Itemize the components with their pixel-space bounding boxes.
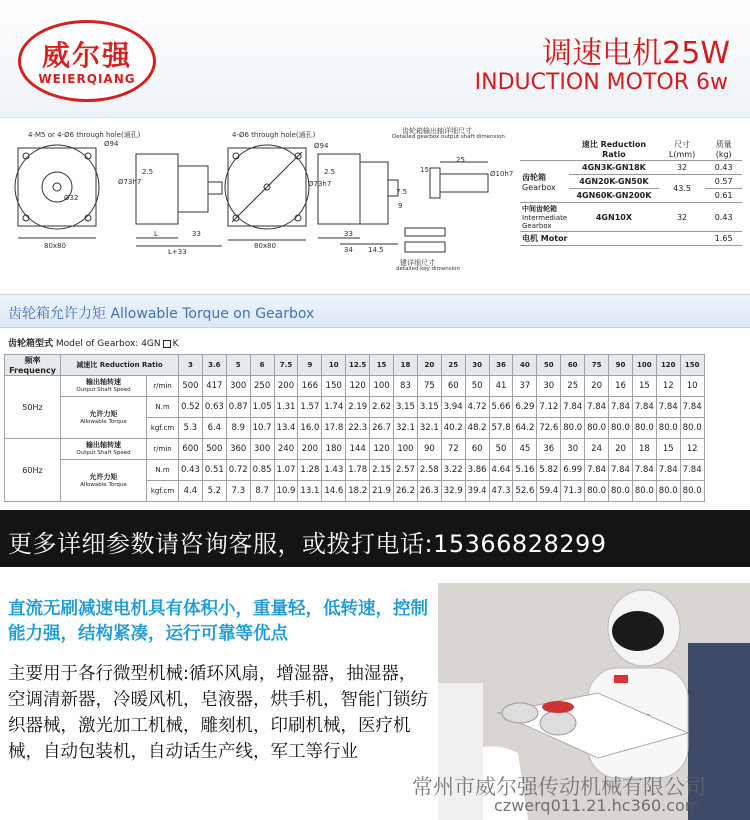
- value-cell: 7.12: [537, 397, 561, 418]
- value-cell: 26.3: [417, 481, 441, 502]
- value-cell: 26.7: [370, 418, 394, 439]
- spec-inter-en2: Gearbox: [522, 222, 552, 230]
- ratio-header-cell: 75: [585, 355, 609, 376]
- company-watermark: 常州市威尔强传动机械有限公司: [412, 775, 706, 799]
- value-cell: 80.0: [632, 481, 656, 502]
- value-cell: 21.9: [370, 481, 394, 502]
- hole-label-2: 4-Ø6 through hole(通孔): [232, 131, 316, 139]
- torque-row: [5, 439, 705, 460]
- value-cell: 13.1: [298, 481, 322, 502]
- value-cell: 7.84: [561, 397, 585, 418]
- diameter-10-label: Ø10h7: [490, 170, 514, 178]
- technical-drawing: [0, 118, 515, 288]
- dim-2-5-label-2: 2.5: [324, 168, 336, 176]
- ratio-header-cell: 150: [680, 355, 704, 376]
- value-cell: 6.4: [202, 418, 226, 439]
- ratio-header-cell: 36: [489, 355, 513, 376]
- product-title-cn: 调速电机25W: [542, 36, 730, 71]
- diameter-32-label: Ø32: [64, 194, 79, 202]
- value-cell: 10.7: [250, 418, 274, 439]
- spec-gearbox-en: Gearbox: [522, 182, 556, 192]
- value-cell: 4.4: [179, 481, 203, 502]
- value-cell: 60: [465, 439, 489, 460]
- value-cell: 80.0: [680, 481, 704, 502]
- header: [0, 0, 750, 118]
- spec-inter-en1: Intermediate: [522, 214, 568, 222]
- ratio-header-cell: 3: [179, 355, 203, 376]
- ratio-header-cell: 3.6: [202, 355, 226, 376]
- value-cell: 36: [537, 439, 561, 460]
- item-cell: [61, 439, 147, 460]
- unit-cell: N.m: [147, 397, 179, 418]
- value-cell: 7.84: [656, 397, 680, 418]
- spec-inter-kg: 0.43: [705, 203, 742, 232]
- torque-section-title: 齿轮箱允许力矩 Allowable Torque on Gearbox: [8, 306, 315, 322]
- value-cell: 80.0: [585, 481, 609, 502]
- website-watermark: czwerq011.21.hc360.com: [494, 796, 701, 815]
- value-cell: 7.84: [656, 460, 680, 481]
- spec-gearbox-cn: 齿轮箱: [522, 172, 546, 182]
- hole-label-1: 4-M5 or 4-Ø6 through hole(通孔): [28, 131, 141, 139]
- value-cell: 12: [656, 376, 680, 397]
- value-cell: 200: [298, 439, 322, 460]
- value-cell: 15: [656, 439, 680, 460]
- value-cell: 80.0: [632, 418, 656, 439]
- advantages-text: 直流无刷减速电机具有体积小，重量轻，低转速，控制能力强，结构紧凑，运行可靠等优点: [8, 599, 428, 644]
- torque-table: [4, 354, 705, 502]
- value-cell: 10: [680, 376, 704, 397]
- value-cell: 72.6: [537, 418, 561, 439]
- value-cell: 45: [513, 439, 537, 460]
- value-cell: 2.15: [370, 460, 394, 481]
- value-cell: 50: [489, 439, 513, 460]
- diameter-73-label-1: Ø73h7: [118, 178, 142, 186]
- ratio-header-cell: 40: [513, 355, 537, 376]
- value-cell: 7.84: [585, 460, 609, 481]
- frequency-cell: 60Hz: [5, 439, 61, 502]
- dim-L-label: L: [154, 230, 158, 238]
- value-cell: 7.84: [632, 460, 656, 481]
- spec-kg: 0.43: [705, 161, 742, 175]
- item-en: Allowable Torque: [80, 481, 127, 488]
- value-cell: 40.2: [441, 418, 465, 439]
- value-cell: 10.9: [274, 481, 298, 502]
- value-cell: 300: [250, 439, 274, 460]
- header-frequency: 频率 Frequency: [5, 355, 61, 376]
- value-cell: 5.82: [537, 460, 561, 481]
- value-cell: 6.29: [513, 397, 537, 418]
- value-cell: 80.0: [656, 481, 680, 502]
- spec-L: 32: [659, 161, 706, 175]
- ratio-header-cell: 6: [250, 355, 274, 376]
- value-cell: 3.22: [441, 460, 465, 481]
- diameter-73-label-2: Ø73h7: [308, 180, 332, 188]
- value-cell: 1.05: [250, 397, 274, 418]
- value-cell: 0.43: [179, 460, 203, 481]
- spec-model: 4GN3K-GN18K: [569, 161, 659, 175]
- value-cell: 60: [441, 376, 465, 397]
- dim-2-5-label-1: 2.5: [142, 168, 154, 176]
- diameter-94-label-2: Ø94: [314, 142, 329, 150]
- value-cell: 83: [394, 376, 418, 397]
- value-cell: 8.9: [226, 418, 250, 439]
- value-cell: 16.0: [298, 418, 322, 439]
- value-cell: 6.99: [561, 460, 585, 481]
- torque-header-row: [5, 355, 705, 376]
- unit-cell: kgf.cm: [147, 418, 179, 439]
- logo-chinese-text: 威尔强: [41, 39, 132, 72]
- value-cell: 0.85: [250, 460, 274, 481]
- value-cell: 80.0: [609, 418, 633, 439]
- item-cn: 允许力矩: [89, 472, 118, 481]
- spec-inter-L: 32: [659, 203, 706, 232]
- ratio-header-cell: 120: [656, 355, 680, 376]
- header-reduction-ratio: 减速比 Reduction Ratio: [61, 355, 179, 376]
- value-cell: 37: [513, 376, 537, 397]
- dim-33-label-1: 33: [192, 230, 201, 238]
- item-en: Output Shaft Speed: [76, 387, 131, 393]
- ratio-header-cell: 30: [465, 355, 489, 376]
- contact-banner: [0, 510, 750, 567]
- value-cell: 120: [346, 376, 370, 397]
- unit-cell: r/min: [147, 439, 179, 460]
- item-cn: 输出轴转速: [86, 378, 121, 386]
- ratio-header-cell: 60: [561, 355, 585, 376]
- value-cell: 16: [609, 376, 633, 397]
- value-cell: 2.57: [394, 460, 418, 481]
- gearbox-model-en: Model of Gearbox: 4GN: [55, 339, 161, 349]
- gearbox-model-label: 齿轮箱型式: [8, 339, 54, 349]
- ratio-header-cell: 90: [609, 355, 633, 376]
- value-cell: 3.94: [441, 397, 465, 418]
- value-cell: 24: [585, 439, 609, 460]
- ratio-header-cell: 10: [322, 355, 346, 376]
- logo-english-text: WEIERQIANG: [38, 72, 136, 86]
- value-cell: 8.7: [250, 481, 274, 502]
- ratio-header-cell: 9: [298, 355, 322, 376]
- item-cn: 输出轴转速: [86, 441, 121, 449]
- dim-34-label: 34: [344, 246, 353, 254]
- item-cell: [61, 460, 147, 502]
- value-cell: 180: [322, 439, 346, 460]
- value-cell: 1.07: [274, 460, 298, 481]
- spec-L: 43.5: [659, 175, 706, 203]
- ratio-header-cell: 18: [394, 355, 418, 376]
- dim-14-5-label: 14.5: [368, 246, 384, 254]
- dim-9-label: 9: [398, 202, 403, 210]
- product-title-en: INDUCTION MOTOR 6w: [474, 70, 728, 95]
- value-cell: 417: [202, 376, 226, 397]
- value-cell: 7.84: [680, 397, 704, 418]
- ratio-header-cell: 12.5: [346, 355, 370, 376]
- value-cell: 32.9: [441, 481, 465, 502]
- gearbox-model-suffix: K: [172, 339, 179, 349]
- value-cell: 166: [298, 376, 322, 397]
- torque-row: [5, 397, 705, 418]
- contact-banner-text: 更多详细参数请咨询客服，或拨打电话:15366828299: [8, 530, 607, 558]
- value-cell: 25: [561, 376, 585, 397]
- value-cell: 32.1: [394, 418, 418, 439]
- spec-model: 4GN20K-GN50K: [569, 175, 659, 189]
- value-cell: 90: [417, 439, 441, 460]
- gearbox-model-line: [8, 336, 179, 349]
- value-cell: 52.6: [513, 481, 537, 502]
- item-en: Allowable Torque: [80, 418, 127, 425]
- value-cell: 13.4: [274, 418, 298, 439]
- torque-row: [5, 376, 705, 397]
- size-80-label-2: 80x80: [254, 242, 276, 250]
- value-cell: 18: [632, 439, 656, 460]
- ratio-header-cell: 7.5: [274, 355, 298, 376]
- value-cell: 41: [489, 376, 513, 397]
- dim-L33-label: L+33: [168, 248, 187, 256]
- value-cell: 4.64: [489, 460, 513, 481]
- value-cell: 7.84: [680, 460, 704, 481]
- value-cell: 7.84: [585, 397, 609, 418]
- ratio-header-cell: 15: [370, 355, 394, 376]
- value-cell: 75: [417, 376, 441, 397]
- value-cell: 14.6: [322, 481, 346, 502]
- ratio-header-cell: 100: [632, 355, 656, 376]
- value-cell: 0.52: [179, 397, 203, 418]
- value-cell: 2.58: [417, 460, 441, 481]
- dim-33-label-2: 33: [344, 230, 353, 238]
- spec-header-kg: 质量 (kg): [705, 138, 742, 161]
- value-cell: 22.3: [346, 418, 370, 439]
- spec-model: 4GN60K-GN200K: [569, 189, 659, 203]
- value-cell: 17.8: [322, 418, 346, 439]
- value-cell: 360: [226, 439, 250, 460]
- unit-cell: N.m: [147, 460, 179, 481]
- spec-inter-cn: 中间齿轮箱: [522, 205, 557, 213]
- gear-shaft-label: 齿轮箱输出轴详细尺寸: [402, 127, 472, 135]
- torque-row: [5, 460, 705, 481]
- value-cell: 80.0: [656, 418, 680, 439]
- value-cell: 57.8: [489, 418, 513, 439]
- value-cell: 0.63: [202, 397, 226, 418]
- value-cell: 3.86: [465, 460, 489, 481]
- unit-cell: r/min: [147, 376, 179, 397]
- spec-inter-model: 4GN10X: [569, 203, 659, 232]
- value-cell: 12: [680, 439, 704, 460]
- value-cell: 80.0: [609, 481, 633, 502]
- value-cell: 47.3: [489, 481, 513, 502]
- checkbox-square-icon: [163, 340, 171, 348]
- value-cell: 500: [202, 439, 226, 460]
- value-cell: 1.57: [298, 397, 322, 418]
- item-en: Output Shaft Speed: [76, 450, 131, 456]
- value-cell: 0.51: [202, 460, 226, 481]
- value-cell: 7.84: [632, 397, 656, 418]
- key-label: 键详细尺寸: [400, 259, 435, 267]
- value-cell: 3.15: [417, 397, 441, 418]
- dim-15-label: 15: [420, 166, 429, 174]
- value-cell: 240: [274, 439, 298, 460]
- gear-shaft-label-en: Detailed gearbox output shaft dimension: [392, 134, 505, 140]
- value-cell: 48.2: [465, 418, 489, 439]
- item-cn: 允许力矩: [89, 409, 118, 418]
- value-cell: 30: [561, 439, 585, 460]
- gearbox-spec-table: [520, 138, 742, 246]
- value-cell: 250: [250, 376, 274, 397]
- value-cell: 50: [465, 376, 489, 397]
- value-cell: 80.0: [585, 418, 609, 439]
- value-cell: 80.0: [561, 418, 585, 439]
- applications-text: 主要用于各行微型机械:循环风扇，增湿器，抽湿器，空调清新器，冷暖风机，皂液器，烘手机，智能门锁纺织器械，激光加工机械，雕刻机，印刷机械，医疗机械，自动包装机，自动话生产线，军工等行业: [8, 664, 428, 762]
- value-cell: 150: [322, 376, 346, 397]
- value-cell: 26.2: [394, 481, 418, 502]
- value-cell: 0.87: [226, 397, 250, 418]
- value-cell: 1.43: [322, 460, 346, 481]
- value-cell: 71.3: [561, 481, 585, 502]
- value-cell: 32.1: [417, 418, 441, 439]
- value-cell: 120: [370, 439, 394, 460]
- value-cell: 39.4: [465, 481, 489, 502]
- ratio-header-cell: 50: [537, 355, 561, 376]
- value-cell: 144: [346, 439, 370, 460]
- value-cell: 72: [441, 439, 465, 460]
- ratio-header-cell: 25: [441, 355, 465, 376]
- value-cell: 5.16: [513, 460, 537, 481]
- spec-kg: 0.61: [705, 189, 742, 203]
- dim-25-label: 25: [456, 156, 465, 164]
- size-80-label-1: 80x80: [44, 242, 66, 250]
- value-cell: 600: [179, 439, 203, 460]
- spec-motor-kg: 1.65: [705, 232, 742, 246]
- spec-gearbox-label: [520, 161, 569, 203]
- spec-kg: 0.57: [705, 175, 742, 189]
- value-cell: 80.0: [680, 418, 704, 439]
- value-cell: 18.2: [346, 481, 370, 502]
- value-cell: 300: [226, 376, 250, 397]
- ratio-header-cell: 20: [417, 355, 441, 376]
- spec-header-ratio: 速比 Reduction Ratio: [569, 138, 659, 161]
- item-cell: [61, 397, 147, 439]
- value-cell: 1.78: [346, 460, 370, 481]
- ratio-header-cell: 5: [226, 355, 250, 376]
- item-cell: [61, 376, 147, 397]
- unit-cell: kgf.cm: [147, 481, 179, 502]
- value-cell: 1.28: [298, 460, 322, 481]
- dim-7-5-label: 7.5: [396, 188, 408, 196]
- value-cell: 7.3: [226, 481, 250, 502]
- value-cell: 200: [274, 376, 298, 397]
- value-cell: 20: [585, 376, 609, 397]
- value-cell: 4.72: [465, 397, 489, 418]
- value-cell: 5.2: [202, 481, 226, 502]
- value-cell: 64.2: [513, 418, 537, 439]
- diameter-94-label-1: Ø94: [104, 140, 119, 148]
- frequency-cell: 50Hz: [5, 376, 61, 439]
- value-cell: 1.31: [274, 397, 298, 418]
- value-cell: 100: [370, 376, 394, 397]
- key-label-en: detailed key dimension: [396, 266, 460, 272]
- value-cell: 3.15: [394, 397, 418, 418]
- value-cell: 5.66: [489, 397, 513, 418]
- value-cell: 5.3: [179, 418, 203, 439]
- company-logo: [18, 20, 156, 102]
- value-cell: 7.84: [609, 460, 633, 481]
- spec-intermediate-label: [520, 203, 569, 232]
- value-cell: 30: [537, 376, 561, 397]
- spec-corner: [520, 138, 569, 161]
- value-cell: 2.19: [346, 397, 370, 418]
- value-cell: 100: [394, 439, 418, 460]
- spec-header-L: 尺寸 L(mm): [659, 138, 706, 161]
- value-cell: 2.62: [370, 397, 394, 418]
- value-cell: 1.74: [322, 397, 346, 418]
- spec-motor-label: 电机 Motor: [520, 232, 705, 246]
- value-cell: 20: [609, 439, 633, 460]
- value-cell: 15: [632, 376, 656, 397]
- torque-section-header: [0, 294, 750, 328]
- value-cell: 500: [179, 376, 203, 397]
- value-cell: 7.84: [609, 397, 633, 418]
- value-cell: 0.72: [226, 460, 250, 481]
- value-cell: 59.4: [537, 481, 561, 502]
